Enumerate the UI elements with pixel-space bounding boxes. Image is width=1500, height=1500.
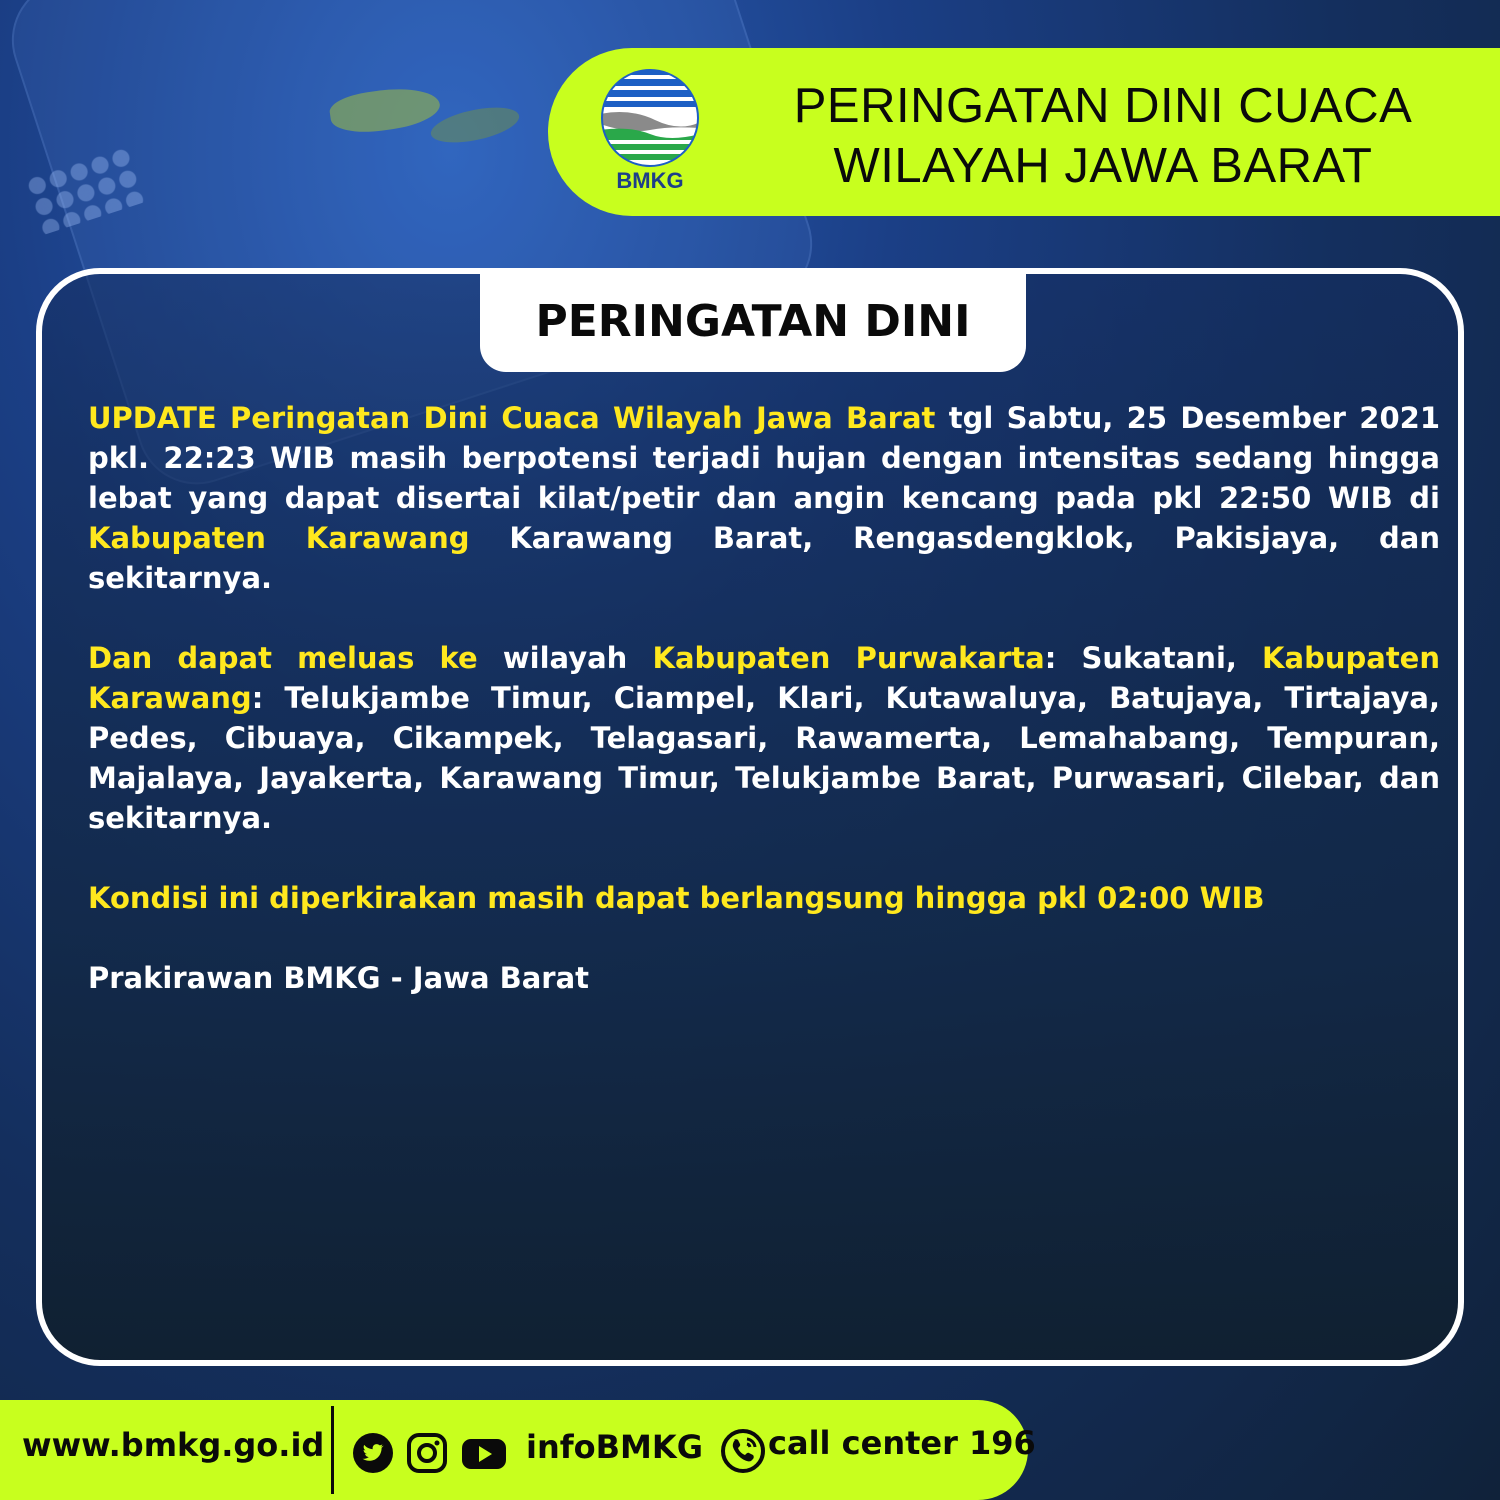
update-text: tgl Sabtu, 25 Desember 2021 pkl. 22:23 WIB masih berpotensi terjadi hujan dengan intensitas sedang hingga lebat yang dapat disertai kilat/petir dan angin kencang pada pkl 22:50 WIB di: [88, 401, 1440, 515]
call-center[interactable]: call center 196: [768, 1424, 1036, 1462]
region-highlight: Kabupaten Purwakarta: [652, 641, 1045, 675]
social-handle[interactable]: infoBMKG: [526, 1428, 703, 1466]
expansion-text: wilayah: [477, 641, 653, 675]
update-highlight: UPDATE Peringatan Dini Cuaca Wilayah Jawa Barat: [88, 401, 936, 435]
update-districts: Karawang Barat, Rengasdengklok, Pakisjaya, dan sekitarnya.: [88, 521, 1440, 595]
paragraph-signature: Prakirawan BMKG - Jawa Barat: [88, 961, 590, 995]
svg-text:BMKG: BMKG: [616, 168, 684, 193]
expansion-text: : Sukatani,: [1044, 641, 1263, 675]
paragraph-duration: Kondisi ini diperkirakan masih dapat berlangsung hingga pkl 02:00 WIB: [88, 881, 1265, 915]
phone-icon: [720, 1428, 766, 1474]
header-title: [758, 76, 1448, 196]
card-title: PERINGATAN DINI: [535, 295, 971, 347]
website-link[interactable]: www.bmkg.go.id: [22, 1426, 325, 1464]
footer-divider: [331, 1406, 334, 1494]
header-title-line2: WILAYAH JAWA BARAT: [833, 139, 1373, 193]
region-highlight: Kabupaten Karawang: [88, 521, 470, 555]
instagram-icon[interactable]: [406, 1432, 448, 1474]
header-banner: [548, 48, 1500, 216]
twitter-icon[interactable]: [352, 1432, 394, 1474]
region-highlight: Kabupaten Karawang: [88, 641, 1440, 715]
youtube-icon[interactable]: [460, 1432, 508, 1474]
card-tab: [480, 270, 1026, 372]
header-title-line1: PERINGATAN DINI CUACA: [793, 79, 1413, 133]
bmkg-logo: [600, 68, 700, 194]
expansion-highlight: Dan dapat meluas ke: [88, 641, 478, 675]
expansion-districts: : Telukjambe Timur, Ciampel, Klari, Kutawaluya, Batujaya, Tirtajaya, Pedes, Cibuaya, Cikampek, Telagasari, Rawamerta, Lemahabang, Tempuran, Majalaya, Jayakerta, Karawang Timur, Telukjambe Barat, Purwasari, Cilebar, dan sekitarnya.: [88, 681, 1440, 835]
footer-bar: [0, 1400, 1036, 1500]
paragraph-expansion: [88, 638, 1440, 838]
paragraph-update: [88, 398, 1440, 598]
warning-text: [88, 398, 1440, 998]
